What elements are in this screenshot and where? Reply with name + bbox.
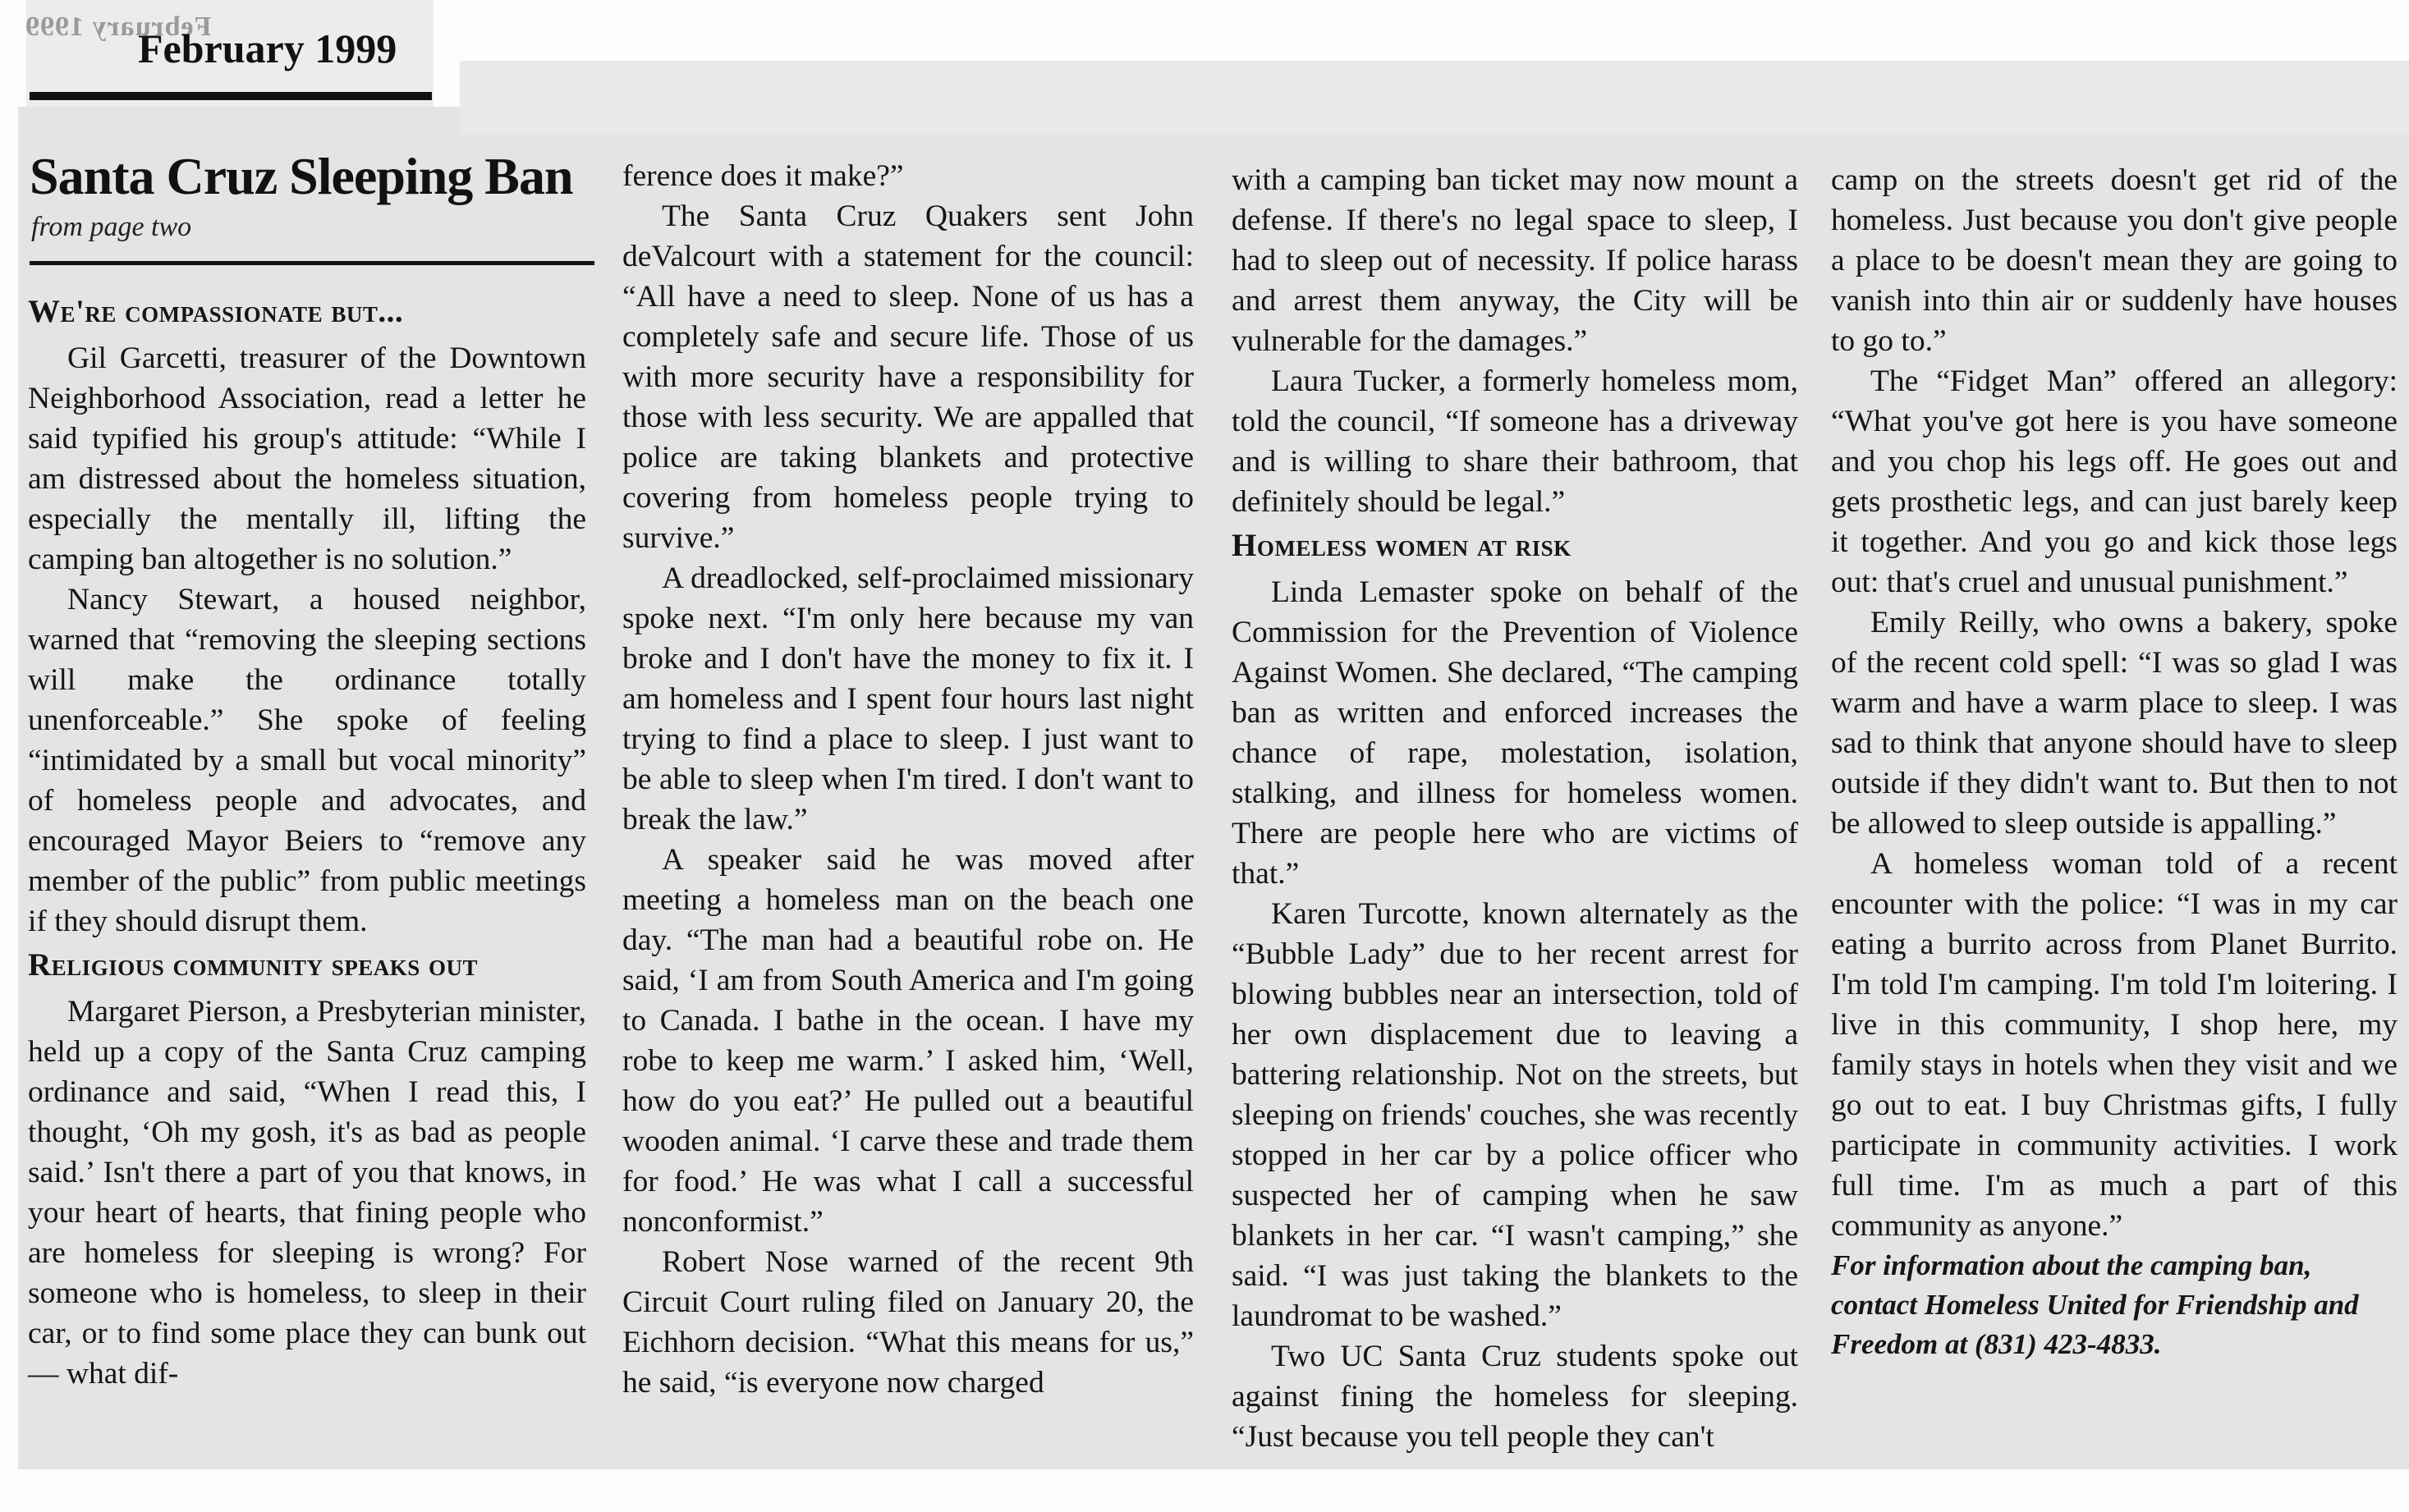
column-3	[1232, 160, 1798, 1457]
headline-rule	[30, 261, 594, 265]
paragraph-continued: camp on the streets doesn't get rid of the homeless. Just because you don't give people a place to be doesn't mean they are going to vanish into thin air or suddenly have houses to go to.”	[1831, 163, 2398, 358]
article-headline: Santa Cruz Sleeping Ban	[30, 147, 573, 205]
bleed-through-text: February 1999	[25, 11, 212, 42]
paragraph: A homeless woman told of a recent encounter with the police: “I was in my car eating a burrito across from Planet Burrito. I'm told I'm camping. I'm told I'm loitering. I live in this community, I shop here, my family stays in hotels when they visit and we go out to eat. I buy Christmas gifts, I fully participate in community activities. I work full time. I'm as much a part of this community as anyone.”	[1831, 847, 2398, 1243]
paragraph: The “Fidget Man” offered an allegory: “What you've got here is you have someone and you chop his legs off. He goes out and gets prosthetic legs, and can just barely keep it together. And you go and kick those legs out: that's cruel and unusual punishment.”	[1831, 364, 2398, 599]
paragraph: Two UC Santa Cruz students spoke out against fining the homeless for sleeping. “Just because you tell people they can't	[1232, 1340, 1798, 1454]
paragraph-continued: ference does it make?”	[622, 159, 904, 193]
newsprint-top-strip	[460, 61, 2409, 135]
contact-info: For information about the camping ban, contact Homeless United for Friendship and Freedom at (831) 423-4833.	[1831, 1249, 2359, 1360]
paragraph: The Santa Cruz Quakers sent John deValcourt with a statement for the council: “All have a need to sleep. None of us has a completely safe and secure life. Those of us with more security have a responsibility for those with less security. We are appalled that police are taking blankets and protective covering from homeless people trying to survive.”	[622, 199, 1194, 555]
paragraph: Robert Nose warned of the recent 9th Circuit Court ruling filed on January 20, the Eichhorn decision. “What this means for us,” he said, “is everyone now charged	[622, 1245, 1194, 1400]
paragraph-continued: with a camping ban ticket may now mount a defense. If there's no legal space to sleep, I had to sleep out of necessity. If police harass and arrest them anyway, the City will be vulnerable for the damages.”	[1232, 163, 1798, 358]
paragraph: A speaker said he was moved after meeting a homeless man on the beach one day. “The man had a beautiful robe on. He said, ‘I am from South America and I'm going to Canada. I bathe in the ocean. I have my robe to keep me warm.’ I asked him, ‘Well, how do you eat?’ He pulled out a beautiful wooden animal. ‘I carve these and trade them for food.’ He was what I call a successful nonconformist.”	[622, 843, 1194, 1239]
dateline-rule	[30, 92, 432, 100]
section-subhead: We're compassionate but...	[28, 294, 404, 329]
section-subhead: Homeless women at risk	[1232, 528, 1572, 563]
paragraph: A dreadlocked, self-proclaimed missionary spoke next. “I'm only here because my van broke and I don't have the money to fix it. I am homeless and I spent four hours last night trying to find a place to sleep. I just want to be able to sleep when I'm tired. I don't want to break the law.”	[622, 561, 1194, 836]
paragraph: Gil Garcetti, treasurer of the Downtown Neighborhood Association, read a letter he said typified his group's attitude: “While I am distressed about the homeless situation, especially the mentally ill, lifting the camping ban altogether is no solution.”	[28, 341, 586, 576]
column-2	[622, 156, 1194, 1403]
paragraph: Linda Lemaster spoke on behalf of the Commission for the Prevention of Violence Against Women. She declared, “The camping ban as written and enforced increases the chance of rape, molestation, isolation, stalking, and illness for homeless women. There are people here who are victims of that.”	[1232, 575, 1798, 891]
jump-line: from page two	[31, 212, 192, 242]
issue-date: February 1999	[138, 25, 397, 71]
paragraph: Emily Reilly, who owns a bakery, spoke of the recent cold spell: “I was so glad I was warm and have a warm place to sleep. I was sad to think that anyone should have to sleep outside if they didn't want to. But then to not be allowed to sleep outside is appalling.”	[1831, 606, 2398, 841]
column-4	[1831, 160, 2398, 1364]
column-1	[28, 291, 586, 1394]
paragraph: Laura Tucker, a formerly homeless mom, told the council, “If someone has a driveway and is willing to share their bathroom, that definitely should be legal.”	[1232, 364, 1798, 519]
paragraph: Karen Turcotte, known alternately as the “Bubble Lady” due to her recent arrest for blowing bubbles near an intersection, told of her own displacement due to leaving a battering relationship. Not on the streets, but sleeping on friends' couches, she was recently stopped in her car by a police officer who suspected her of camping when he saw blankets in her car. “I wasn't camping,” she said. “I was just taking the blankets to the laundromat to be washed.”	[1232, 897, 1798, 1333]
section-subhead: Religious community speaks out	[28, 947, 478, 983]
paragraph: Margaret Pierson, a Presbyterian minister, held up a copy of the Santa Cruz camping ordinance and said, “When I read this, I thought, ‘Oh my gosh, it's as bad as people said.’ Isn't there a part of you that knows, in your heart of hearts, that fining people who are homeless for sleeping is wrong? For someone who is homeless, to sleep in their car, or to find some place they can bunk out — what dif-	[28, 995, 586, 1391]
paragraph: Nancy Stewart, a housed neighbor, warned that “removing the sleeping sections will make the ordinance totally unenforceable.” She spoke of feeling “intimidated by a small but vocal minority” of homeless people and advocates, and encouraged Mayor Beiers to “remove any member of the public” from public meetings if they should disrupt them.	[28, 583, 586, 938]
